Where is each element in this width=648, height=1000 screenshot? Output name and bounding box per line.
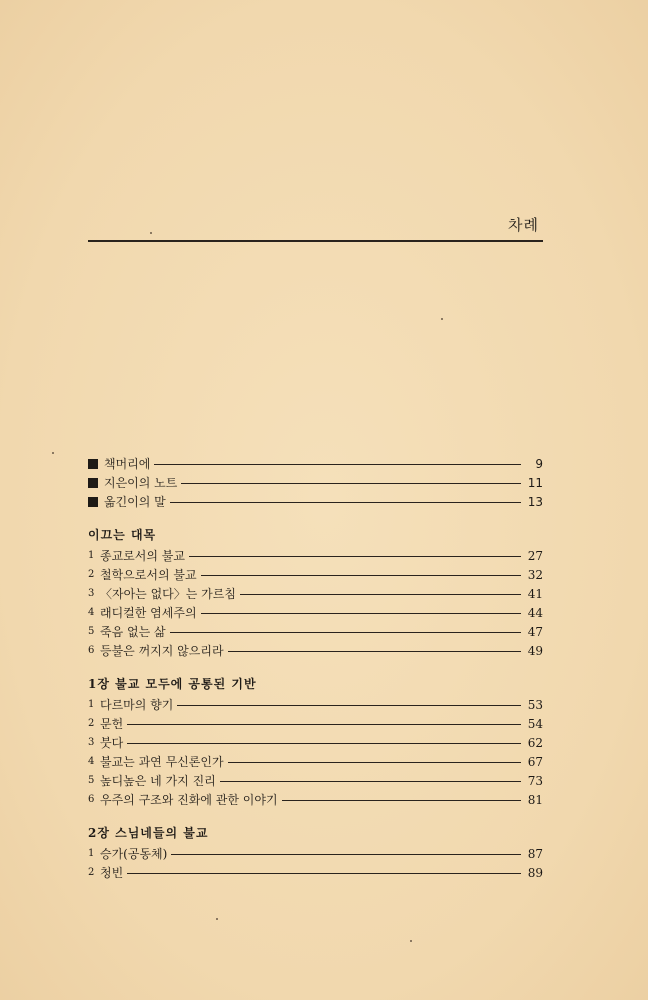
leader-line xyxy=(154,464,521,465)
entry-page: 67 xyxy=(527,754,543,769)
toc-entry[interactable] xyxy=(88,565,543,584)
section-chapter-2 xyxy=(88,823,543,882)
leader-line xyxy=(240,594,521,595)
leader-line xyxy=(282,800,521,801)
entry-label: 〈자아는 없다〉는 가르침 xyxy=(100,587,236,601)
leader-line xyxy=(228,762,521,763)
paper-speck xyxy=(441,318,443,320)
square-bullet-icon xyxy=(88,459,98,469)
entry-label: 청빈 xyxy=(100,866,124,880)
paper-speck xyxy=(216,918,218,920)
entry-label: 등불은 꺼지지 않으리라 xyxy=(100,644,224,658)
leader-line xyxy=(171,854,521,855)
entry-number: 2 xyxy=(88,867,95,878)
entry-page: 47 xyxy=(527,624,543,639)
entry-page: 27 xyxy=(527,548,543,563)
entry-label: 책머리에 xyxy=(104,457,151,471)
toc-entry[interactable] xyxy=(88,714,543,733)
section-intro xyxy=(88,525,543,660)
toc-entry[interactable] xyxy=(88,733,543,752)
entry-page: 89 xyxy=(527,865,543,880)
entry-page: 44 xyxy=(527,605,543,620)
section-title: 이끄는 대목 xyxy=(88,528,157,542)
entry-label: 붓다 xyxy=(100,736,124,750)
square-bullet-icon xyxy=(88,497,98,507)
section-chapter-1 xyxy=(88,674,543,809)
paper-speck xyxy=(410,940,412,942)
entry-number: 1 xyxy=(88,848,95,859)
toc-entry[interactable] xyxy=(88,863,543,882)
entry-page: 13 xyxy=(527,494,543,509)
toc-entry[interactable] xyxy=(88,473,543,492)
toc-entry[interactable] xyxy=(88,603,543,622)
leader-line xyxy=(181,483,521,484)
leader-line xyxy=(189,556,521,557)
toc-entry[interactable] xyxy=(88,790,543,809)
toc-entry[interactable] xyxy=(88,695,543,714)
entry-number: 1 xyxy=(88,550,95,561)
entry-number: 4 xyxy=(88,756,95,767)
toc-entry[interactable] xyxy=(88,546,543,565)
entry-label: 높디높은 네 가지 진리 xyxy=(100,774,216,788)
entry-page: 87 xyxy=(527,846,543,861)
square-bullet-icon xyxy=(88,478,98,488)
toc-entry[interactable] xyxy=(88,641,543,660)
entry-label: 다르마의 향기 xyxy=(100,698,174,712)
entry-label: 문헌 xyxy=(100,717,124,731)
leader-line xyxy=(170,502,521,503)
entry-page: 41 xyxy=(527,586,543,601)
entry-page: 32 xyxy=(527,567,543,582)
leader-line xyxy=(177,705,521,706)
toc-entry[interactable] xyxy=(88,771,543,790)
entry-number: 2 xyxy=(88,718,95,729)
table-of-contents xyxy=(88,454,543,894)
entry-label: 승가(공동체) xyxy=(100,847,168,861)
leader-line xyxy=(201,575,521,576)
entry-number: 2 xyxy=(88,569,95,580)
entry-page: 81 xyxy=(527,792,543,807)
toc-entry[interactable] xyxy=(88,492,543,511)
leader-line xyxy=(228,651,521,652)
paper-speck xyxy=(52,452,54,454)
leader-line xyxy=(127,873,521,874)
entry-number: 3 xyxy=(88,588,95,599)
leader-line xyxy=(127,724,521,725)
entry-label: 지은이의 노트 xyxy=(104,476,178,490)
entry-page: 11 xyxy=(527,475,543,490)
entry-page: 62 xyxy=(527,735,543,750)
entry-number: 5 xyxy=(88,775,95,786)
entry-number: 4 xyxy=(88,607,95,618)
entry-page: 53 xyxy=(527,697,543,712)
entry-number: 5 xyxy=(88,626,95,637)
toc-header xyxy=(88,214,543,242)
entry-label: 죽음 없는 삶 xyxy=(100,625,166,639)
leader-line xyxy=(127,743,521,744)
entry-number: 6 xyxy=(88,645,95,656)
entry-number: 6 xyxy=(88,794,95,805)
section-title: 1장 불교 모두에 공통된 기반 xyxy=(88,677,257,691)
entry-number: 3 xyxy=(88,737,95,748)
leader-line xyxy=(220,781,521,782)
leader-line xyxy=(170,632,521,633)
entry-label: 옮긴이의 말 xyxy=(104,495,166,509)
section-title: 2장 스님네들의 불교 xyxy=(88,826,209,840)
entry-label: 불교는 과연 무신론인가 xyxy=(100,755,224,769)
toc-entry[interactable] xyxy=(88,454,543,473)
entry-page: 54 xyxy=(527,716,543,731)
entry-label: 우주의 구조와 진화에 관한 이야기 xyxy=(100,793,278,807)
entry-label: 종교로서의 불교 xyxy=(100,549,185,563)
front-matter xyxy=(88,454,543,511)
toc-title: 차례 xyxy=(508,216,539,234)
toc-entry[interactable] xyxy=(88,584,543,603)
leader-line xyxy=(201,613,521,614)
entry-label: 철학으로서의 불교 xyxy=(100,568,197,582)
toc-entry[interactable] xyxy=(88,622,543,641)
toc-entry[interactable] xyxy=(88,844,543,863)
toc-entry[interactable] xyxy=(88,752,543,771)
entry-label: 래디컬한 염세주의 xyxy=(100,606,197,620)
entry-number: 1 xyxy=(88,699,95,710)
entry-page: 73 xyxy=(527,773,543,788)
entry-page: 9 xyxy=(535,456,543,471)
entry-page: 49 xyxy=(527,643,543,658)
